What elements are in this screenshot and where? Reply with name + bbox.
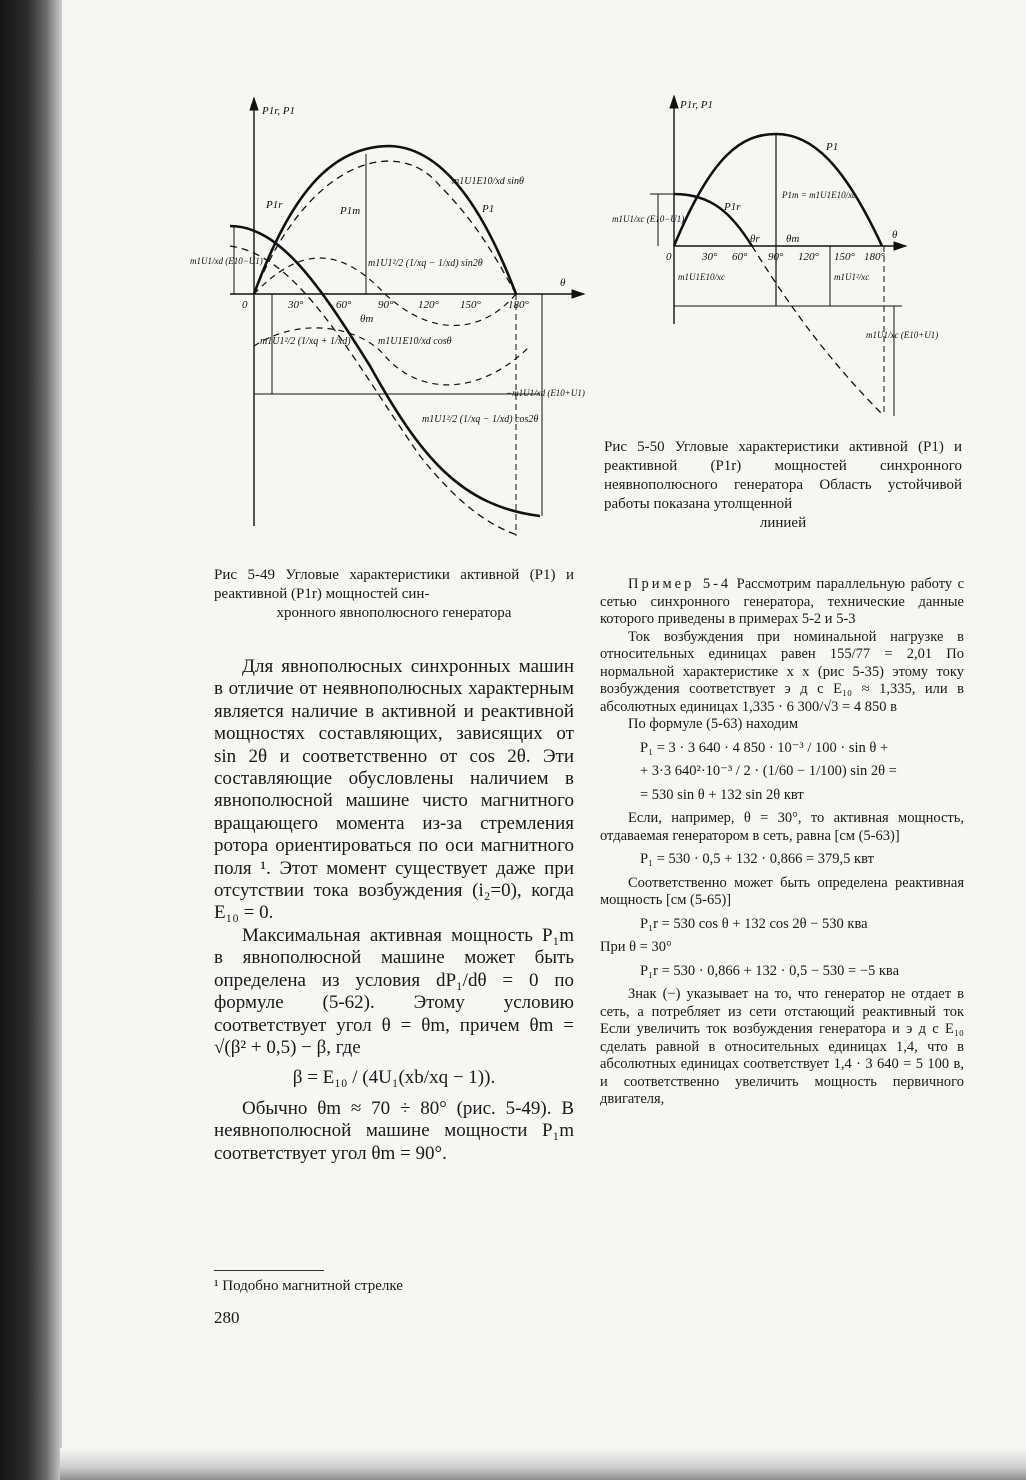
right-text-column [600, 576, 964, 1109]
caption-fig-5-49 [214, 566, 574, 623]
left-fig-label-theta-m: θm [360, 313, 374, 325]
right-fig-tick-30: 30° [702, 251, 718, 263]
right-paragraph-5: Соответственно может быть определена реактивная мощность [см (5-65)] [600, 874, 964, 908]
right-fig-tick-0: 0 [666, 251, 672, 263]
left-fig-label-p1r: P1r [266, 199, 283, 211]
figure-5-49-svg [190, 96, 600, 556]
right-fig-y-axis-label: P1r, P1 [680, 99, 713, 111]
figure-5-49 [190, 96, 600, 556]
page-number: 280 [214, 1308, 240, 1327]
right-fig-x-axis-label: θ [892, 229, 898, 241]
right-fig-tick-60: 60° [732, 251, 748, 263]
right-paragraph-4: Если, например, θ = 30°, то активная мощность, отдаваемая генератором в сеть, равна [см (5-63)] [600, 810, 964, 844]
right-fig-tick-150: 150° [834, 251, 855, 263]
right-equation-1a: P₁ = 3 · 3 640 · 4 850 · 10⁻³ / 100 · sin θ + [640, 739, 889, 756]
figure-5-50 [612, 94, 968, 430]
right-fig-label-right-lower: m1U1/xc (E10+U1) [866, 330, 939, 340]
right-equation-3: P₁r = 530 cos θ + 132 cos 2θ − 530 ква [640, 915, 868, 932]
left-fig-tick-0: 0 [242, 299, 248, 311]
right-fig-tick-180: 180° [864, 251, 885, 263]
left-fig-tick-120: 120° [418, 299, 439, 311]
figure-5-50-svg [612, 94, 968, 430]
left-fig-label-upper-left: m1U1/xd (E10−U1) [190, 256, 263, 266]
right-fig-label-p1m: P1m = m1U1E10/xc [782, 190, 857, 200]
right-fig-label-theta-r: θr [750, 233, 760, 245]
footnote-rule [214, 1270, 324, 1271]
right-paragraph-1: Рассмотрим параллельную работу с сетью синхронного генератора, технические данные которого приведены в примерах 5-2 и 5-3 [600, 576, 965, 627]
page-bottom-edge [60, 1448, 1026, 1480]
left-fig-tick-150: 150° [460, 299, 481, 311]
caption-fig-5-49-last: хронного явнополюсного генератора [276, 605, 512, 621]
right-equation-4: P₁r = 530 · 0,866 + 132 · 0,5 − 530 = −5 ква [640, 962, 900, 979]
right-paragraph-6: При θ = 30° [600, 939, 672, 955]
right-equation-2: P₁ = 530 · 0,5 + 132 · 0,866 = 379,5 квт [640, 851, 874, 867]
caption-fig-5-49-lead: Рис 5-49 Угловые характеристики активной (P1) и реактивной (P1r) мощностей син- [214, 567, 574, 602]
example-heading: Пример 5-4 [628, 576, 732, 592]
right-fig-label-p1r: P1r [724, 201, 741, 213]
right-fig-label-theta-m: θm [786, 233, 800, 245]
left-paragraph-1: Для явнополюсных синхронных машин в отличие от неявнополюсных характерным является наличие в активной и реактивной мощностях составляющих, зависящих от sin 2θ и соответственно от cos 2θ. Эти составляющие обусловлены наличием в явнополюсной машине чисто магнитного вращающего момента из-за стремления ротора ориентироваться по оси магнитного поля ¹. Этот момент существует даже при отсутствии тока возбуждения (i₂=0), когда E₁₀ = 0. [214, 656, 574, 924]
right-fig-label-left-lower: m1U1E10/xc [678, 272, 725, 282]
left-fig-tick-60: 60° [336, 299, 352, 311]
left-paragraph-3: Обычно θm ≈ 70 ÷ 80° (рис. 5-49). В неявнополюсной машине мощности P₁m соответствует угол θm = 90°. [214, 1097, 574, 1164]
left-fig-label-cos-term: m1U1E10/xd cosθ [378, 336, 452, 347]
left-paragraph-2: Максимальная активная мощность P₁m в явнополюсной машине может быть определена из условия dP₁/dθ = 0 по формуле (5-62). Этому условию соответствует угол θ = θm, причем θm = √(β² + 0,5) − β, где [214, 924, 574, 1058]
left-fig-label-lower-right: −m1U1/xd (E10+U1) [506, 388, 585, 398]
left-text-column [214, 656, 574, 1165]
right-fig-tick-120: 120° [798, 251, 819, 263]
left-fig-label-sin-term: m1U1E10/xd sinθ [452, 176, 524, 187]
right-paragraph-7: Знак (−) указывает на то, что генератор не отдает в сеть, а потребляет из сети отстающий реактивный ток Если увеличить ток возбуждения генератора и э д с E₁₀ сделать равной в относительных единицах 1,4, что в абсолютных единицах соответствует 1,4 · 3 640 = 5 100 в, и соответственно увеличить мощность первичного двигателя, [600, 986, 964, 1107]
left-formula-beta: β = E₁₀ / (4U₁(xb/xq − 1)). [292, 1067, 496, 1089]
caption-fig-5-50 [604, 438, 962, 533]
left-fig-tick-180: 180° [508, 299, 529, 311]
right-fig-label-left-upper: m1U1/xc (E10−U1) [612, 214, 685, 224]
right-fig-tick-90: 90° [768, 251, 784, 263]
caption-fig-5-50-lead: Рис 5-50 Угловые характеристики активной (P1) и реактивной (P1r) мощностей синхронного неявнополюсного генератора Область устойчивой работы показана утолщенной [604, 439, 962, 512]
left-fig-x-axis-label: θ [560, 277, 566, 289]
left-fig-tick-90: 90° [378, 299, 394, 311]
right-equation-1b: + 3·3 640²·10⁻³ / 2 · (1/60 − 1/100) sin 2θ = [640, 763, 897, 779]
right-paragraph-3: По формуле (5-63) находим [628, 716, 799, 732]
left-fig-label-offset-term: m1U1²/2 (1/xq + 1/xd) [260, 336, 351, 347]
left-fig-label-sin2-term: m1U1²/2 (1/xq − 1/xd) sin2θ [368, 258, 483, 269]
right-paragraph-2: Ток возбуждения при номинальной нагрузке в относительных единицах равен 155/77 = 2,01 По нормальной характеристике х х (рис 5-35) этому току возбуждения соответствует э д с E₁₀ ≈ 1,335, или в абсолютных единицах 1,335 · 6 300/√3 = 4 850 в [600, 628, 964, 715]
left-fig-y-axis-label: P1r, P1 [262, 105, 295, 117]
caption-fig-5-50-last: линией [759, 515, 807, 531]
left-fig-label-p1: P1 [482, 203, 495, 215]
right-fig-label-p1: P1 [826, 141, 839, 153]
right-equation-1c: = 530 sin θ + 132 sin 2θ квт [640, 786, 804, 803]
book-binding-shadow [0, 0, 62, 1480]
left-fig-tick-30: 30° [288, 299, 304, 311]
right-fig-label-mid-lower: m1U1²/xc [834, 272, 870, 282]
left-fig-label-p1m: P1m [340, 205, 361, 217]
left-fig-label-cos2-term: m1U1²/2 (1/xq − 1/xd) cos2θ [422, 414, 539, 425]
footnote: ¹ Подобно магнитной стрелке [214, 1278, 403, 1294]
